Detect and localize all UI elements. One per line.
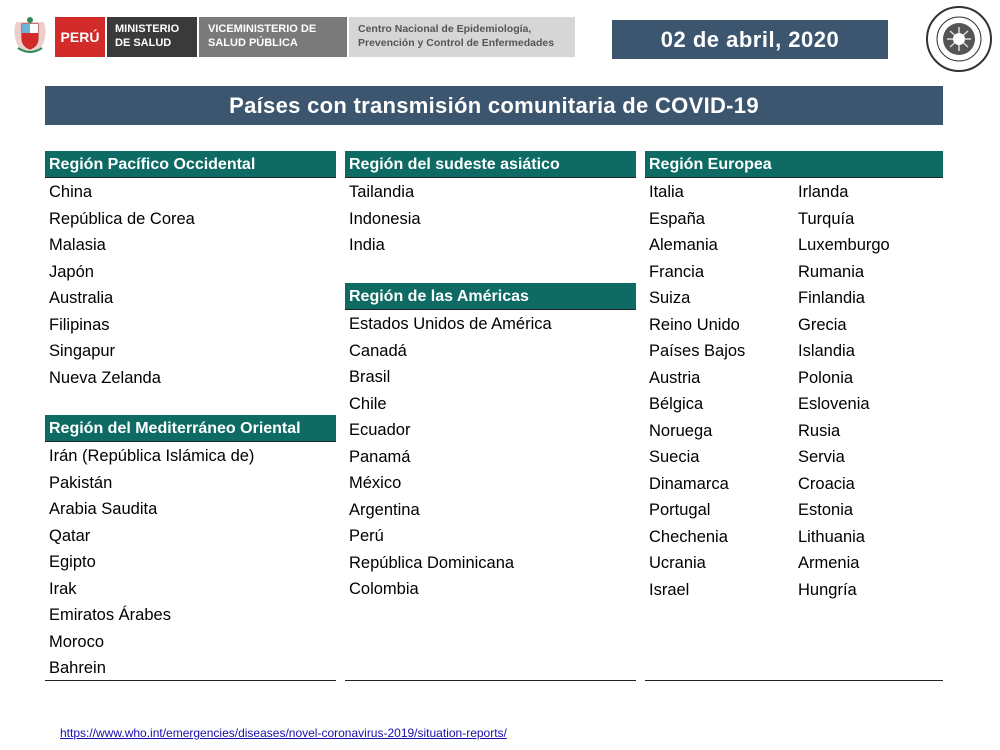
country-list-sudeste-asiatico xyxy=(345,179,636,259)
region-header-europea: Región Europea xyxy=(645,151,943,178)
list-item: Irak xyxy=(49,579,77,598)
list-item: Colombia xyxy=(349,580,419,598)
list-item: Estonia xyxy=(798,501,854,519)
list-item: Francia xyxy=(649,262,705,281)
list-item: Bahrein xyxy=(49,659,106,677)
list-item: Rumania xyxy=(798,262,865,281)
column-divider-line xyxy=(645,680,943,681)
list-item: Argentina xyxy=(349,500,420,519)
list-item: Italia xyxy=(649,183,684,201)
list-item: República de Corea xyxy=(49,209,195,228)
list-item: Emiratos Árabes xyxy=(49,606,171,624)
list-item: Eslovenia xyxy=(798,395,870,413)
list-item: Polonia xyxy=(798,368,854,387)
list-item: Qatar xyxy=(49,526,91,545)
peru-coat-of-arms-logo xyxy=(10,12,50,58)
list-item: Egipto xyxy=(49,553,96,571)
list-item: Australia xyxy=(49,289,114,307)
list-item: India xyxy=(349,236,385,254)
list-item: Perú xyxy=(349,527,384,545)
list-item: Brasil xyxy=(349,368,391,386)
list-item: Hungría xyxy=(798,580,857,599)
list-item: Israel xyxy=(649,580,690,599)
list-item: Portugal xyxy=(649,501,711,519)
list-item: Bélgica xyxy=(649,395,704,413)
country-list-pacifico-occidental xyxy=(45,179,336,391)
list-item: Japón xyxy=(49,262,94,281)
page-title: Países con transmisión comunitaria de COVID-19 xyxy=(45,86,943,125)
column-divider-line xyxy=(345,680,636,681)
list-item: Luxemburgo xyxy=(798,236,890,254)
list-item: Irlanda xyxy=(798,183,849,201)
list-item: Malasia xyxy=(49,236,106,254)
list-item: Austria xyxy=(649,368,701,387)
list-item: Islandia xyxy=(798,342,855,360)
list-item: Irán (República Islámica de) xyxy=(49,447,255,465)
list-item: Grecia xyxy=(798,315,847,334)
list-item: Ecuador xyxy=(349,421,411,439)
list-item: Croacia xyxy=(798,474,855,493)
list-item: China xyxy=(49,183,93,201)
list-item: Dinamarca xyxy=(649,474,729,493)
country-list-mediterraneo-oriental xyxy=(45,443,336,682)
list-item: Pakistán xyxy=(49,473,113,492)
country-list-americas xyxy=(345,311,636,603)
list-item: Moroco xyxy=(49,632,105,651)
centro-nacional-label: Centro Nacional de Epidemiología, Prevención y Control de Enfermedades xyxy=(349,17,575,57)
report-date: 02 de abril, 2020 xyxy=(612,20,888,59)
column-divider-line xyxy=(45,680,336,681)
ministerio-label: MINISTERIO DE SALUD xyxy=(107,17,197,57)
list-item: Singapur xyxy=(49,342,116,360)
region-header-mediterraneo-oriental: Región del Mediterráneo Oriental xyxy=(45,415,336,442)
peru-label: PERÚ xyxy=(55,17,105,57)
list-item: Chile xyxy=(349,394,387,413)
list-item: Canadá xyxy=(349,341,407,360)
list-item: Suecia xyxy=(649,448,700,466)
who-source-link[interactable]: https://www.who.int/emergencies/diseases/novel-coronavirus-2019/situation-reports/ xyxy=(60,726,507,740)
list-item: Arabia Saudita xyxy=(49,500,158,518)
list-item: Ucrania xyxy=(649,554,706,572)
list-item: Chechenia xyxy=(649,527,728,546)
country-list-europea-col2 xyxy=(794,179,943,603)
list-item: Países Bajos xyxy=(649,342,746,360)
list-item: España xyxy=(649,209,705,228)
region-header-sudeste-asiatico: Región del sudeste asiático xyxy=(345,151,636,178)
list-item: Suiza xyxy=(649,289,691,307)
list-item: Lithuania xyxy=(798,527,865,546)
list-item: Filipinas xyxy=(49,315,110,334)
viceministerio-label: VICEMINISTERIO DE SALUD PÚBLICA xyxy=(199,17,347,57)
list-item: Noruega xyxy=(649,421,713,440)
list-item: Reino Unido xyxy=(649,315,740,334)
list-item: Alemania xyxy=(649,236,718,254)
list-item: Rusia xyxy=(798,421,841,440)
list-item: México xyxy=(349,474,402,492)
region-header-pacifico-occidental: Región Pacífico Occidental xyxy=(45,151,336,178)
list-item: Armenia xyxy=(798,554,860,572)
list-item: Servia xyxy=(798,448,845,466)
region-header-americas: Región de las Américas xyxy=(345,283,636,310)
list-item: Finlandia xyxy=(798,289,865,307)
list-item: República Dominicana xyxy=(349,553,515,572)
list-item: Turquía xyxy=(798,209,855,228)
list-item: Panamá xyxy=(349,447,411,466)
country-list-europea-col1 xyxy=(645,179,793,603)
list-item: Estados Unidos de América xyxy=(349,315,552,333)
list-item: Tailandia xyxy=(349,183,415,201)
list-item: Indonesia xyxy=(349,209,421,228)
list-item: Nueva Zelanda xyxy=(49,368,161,387)
renace-network-logo xyxy=(925,5,993,73)
